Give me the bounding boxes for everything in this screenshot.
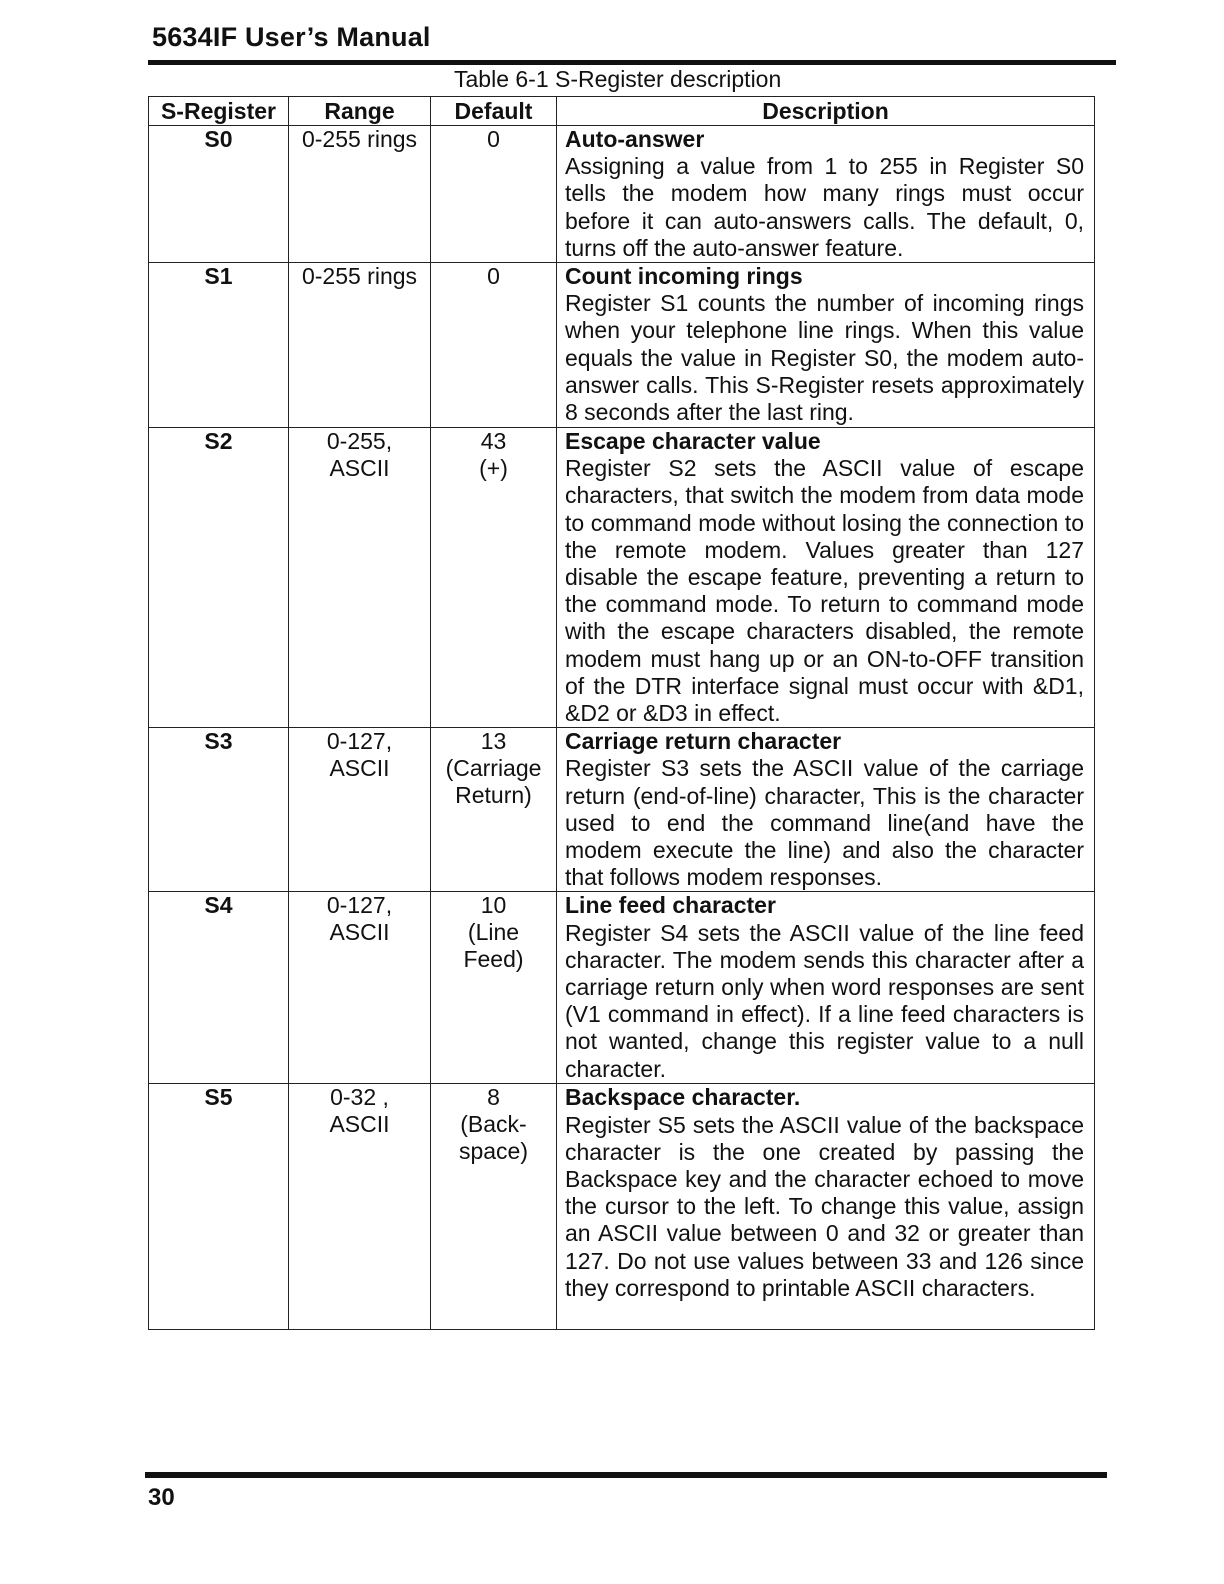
range-line: 0-255, <box>326 428 393 455</box>
range-line: 0-255 rings <box>301 263 418 290</box>
description-cell <box>557 263 1095 428</box>
table-row <box>149 1084 1095 1330</box>
table-row <box>149 126 1095 263</box>
table-row <box>149 428 1095 728</box>
default-line: (Line <box>467 919 520 946</box>
description-cell <box>557 1084 1095 1330</box>
default-line: space) <box>458 1138 529 1165</box>
default-line: 43 <box>480 428 507 455</box>
description-cell <box>557 728 1095 892</box>
range-line: 0-255 rings <box>301 126 418 152</box>
range-cell <box>289 428 431 728</box>
default-cell <box>431 728 557 892</box>
range-line: ASCII <box>329 755 390 782</box>
table-header-row <box>149 97 1095 126</box>
register-cell: S1 <box>149 263 289 428</box>
column-header-s-register: S-Register <box>149 97 289 126</box>
range-line: ASCII <box>329 919 390 946</box>
range-cell <box>289 1084 431 1330</box>
register-cell: S4 <box>149 892 289 1084</box>
default-cell <box>431 126 557 263</box>
description-body: Assigning a value from 1 to 255 in Register S0 tells the modem how many rings must occur before it can auto-answers calls. The default, 0, turns off the auto-answer feature. <box>565 153 1084 261</box>
range-cell <box>289 728 431 892</box>
s-register-table <box>148 96 1095 1330</box>
default-line: 0 <box>487 126 500 152</box>
table-caption: Table 6-1 S-Register description <box>454 66 782 92</box>
register-cell: S5 <box>149 1084 289 1330</box>
description-body: Register S5 sets the ASCII value of the backspace character is the one created by passing the Backspace key and the character echoed to move the cursor to the left. To change this value, assign an ASCII value between 0 and 32 or greater than 127. Do not use values between 33 and 126 since they correspond to printable ASCII characters. <box>565 1111 1084 1301</box>
column-header-description: Description <box>557 97 1095 126</box>
description-cell <box>557 126 1095 263</box>
range-cell <box>289 126 431 263</box>
description-title: Escape character value <box>565 428 821 455</box>
range-cell <box>289 892 431 1084</box>
page-header-title: 5634IF User’s Manual <box>152 22 431 52</box>
range-line: 0-127, <box>326 728 393 755</box>
page-number: 30 <box>148 1484 175 1511</box>
column-header-range: Range <box>289 97 431 126</box>
description-title: Count incoming rings <box>565 263 803 290</box>
register-cell: S3 <box>149 728 289 892</box>
description-cell <box>557 428 1095 728</box>
default-line: 13 <box>480 728 507 755</box>
description-cell <box>557 892 1095 1084</box>
range-line: ASCII <box>329 1111 390 1138</box>
default-line: (+) <box>479 455 508 482</box>
table-row <box>149 892 1095 1084</box>
range-cell <box>289 263 431 428</box>
table-row <box>149 263 1095 428</box>
description-body: Register S3 sets the ASCII value of the carriage return (end-of-line) character, This is the character used to end the command line(and have the modem execute the line) and also the character that follows modem responses. <box>565 755 1084 891</box>
default-line: 8 <box>487 1084 500 1111</box>
header-rule <box>148 60 1116 65</box>
default-cell <box>431 263 557 428</box>
range-line: 0-127, <box>326 892 393 919</box>
default-cell <box>431 1084 557 1330</box>
range-line: ASCII <box>329 455 390 482</box>
description-title: Carriage return character <box>565 728 842 755</box>
description-body: Register S1 counts the number of incoming rings when your telephone line rings. When this value equals the value in Register S0, the modem auto-answer calls. This S-Register resets approximately 8 seconds after the last ring. <box>565 290 1084 426</box>
default-line: 10 <box>480 892 507 919</box>
default-line: Return) <box>455 782 532 809</box>
default-line: 0 <box>487 263 500 290</box>
column-header-default: Default <box>431 97 557 126</box>
register-cell: S0 <box>149 126 289 263</box>
description-body: Register S4 sets the ASCII value of the line feed character. The modem sends this character after a carriage return only when word responses are sent (V1 command in effect). If a line feed characters is not wanted, change this register value to a null character. <box>565 919 1084 1082</box>
table-row <box>149 728 1095 892</box>
description-body: Register S2 sets the ASCII value of escape characters, that switch the modem from data mode to command mode without losing the connection to the remote modem. Values greater than 127 disable the escape feature, preventing a return to the command mode. To return to command mode with the escape characters disabled, the remote modem must hang up or an ON-to-OFF transition of the DTR interface signal must occur with &D1, &D2 or &D3 in effect. <box>565 455 1084 727</box>
default-cell <box>431 428 557 728</box>
default-line: (Back- <box>460 1111 527 1138</box>
description-title: Backspace character. <box>565 1084 801 1111</box>
description-title: Line feed character <box>565 892 776 919</box>
description-title: Auto-answer <box>565 126 705 152</box>
register-cell: S2 <box>149 428 289 728</box>
default-line: Feed) <box>463 946 524 973</box>
footer-rule <box>145 1472 1107 1478</box>
default-cell <box>431 892 557 1084</box>
range-line: 0-32 , <box>330 1084 389 1111</box>
default-line: (Carriage <box>445 755 542 782</box>
